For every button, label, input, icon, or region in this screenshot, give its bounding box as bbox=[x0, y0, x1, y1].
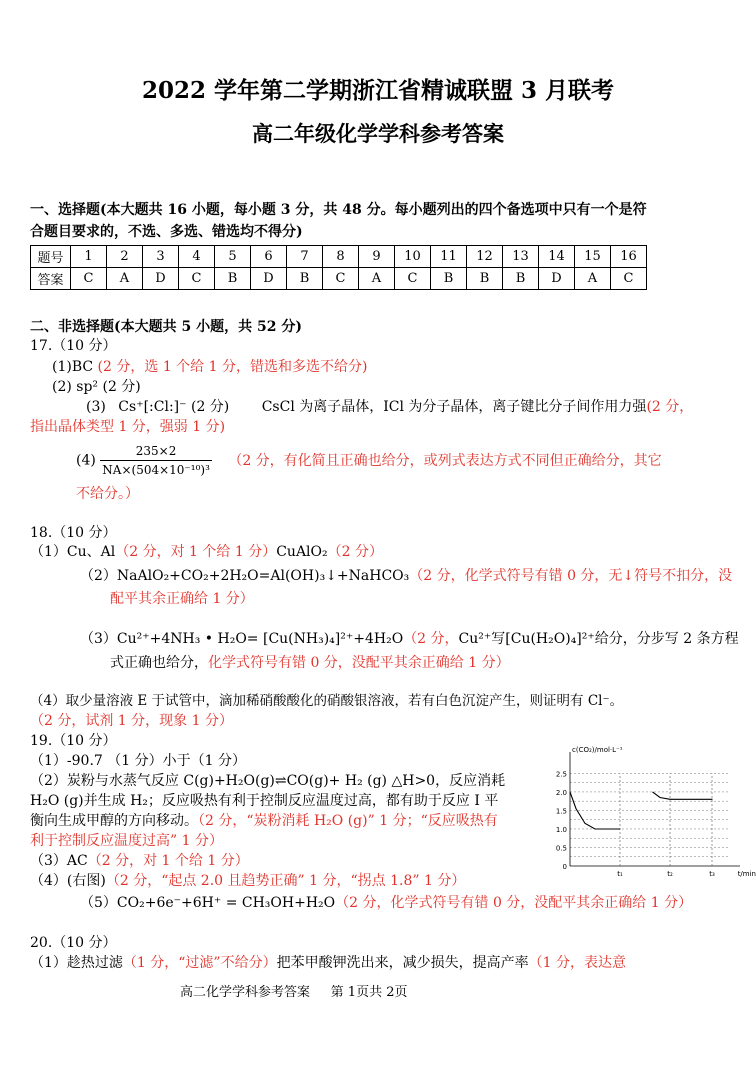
co2-concentration-chart bbox=[546, 744, 756, 884]
question-number-cell: 9 bbox=[359, 246, 395, 268]
question-number-cell: 4 bbox=[179, 246, 215, 268]
answer-cell: B bbox=[287, 268, 323, 290]
answer-cell: D bbox=[539, 268, 575, 290]
q17-answer-3-note: 指出晶体类型 1 分，强弱 1 分) bbox=[30, 419, 226, 435]
answer-cell: C bbox=[179, 268, 215, 290]
q18-answer-1: （1）Cu、Al（2 分，对 1 个给 1 分）CuAlO₂（2 分） bbox=[30, 544, 383, 560]
y-tick-label: 0.5 bbox=[555, 844, 567, 853]
answer-cell: B bbox=[431, 268, 467, 290]
y-tick-label: 1.0 bbox=[555, 825, 567, 834]
x-tick-label: t₃ bbox=[709, 870, 715, 878]
question-number-cell: 6 bbox=[251, 246, 287, 268]
x-axis-label: t/min bbox=[737, 870, 756, 878]
y-tick-label: 2.5 bbox=[555, 770, 567, 779]
q20-answer-1: （1）趁热过滤（1 分，“过滤”不给分）把苯甲酸钾洗出来，减少损失，提高产率（1 分，表达意 bbox=[30, 955, 626, 971]
answer-cell: C bbox=[395, 268, 431, 290]
answer-cell: C bbox=[323, 268, 359, 290]
question-number-cell: 7 bbox=[287, 246, 323, 268]
question-number-cell: 16 bbox=[611, 246, 647, 268]
q19-answer-5: （5）CO₂+6e⁻+6H⁺ = CH₃OH+H₂O（2 分，化学式符号有错 0 分，没配平其余正确给 1 分） bbox=[80, 895, 693, 911]
y-axis-label: c(CO₂)/mol·L⁻¹ bbox=[572, 746, 623, 754]
answer-cell: B bbox=[467, 268, 503, 290]
question-number-cell: 8 bbox=[323, 246, 359, 268]
q17-answer-1: (1)BC (2 分，选 1 个给 1 分，错选和多选不给分) bbox=[52, 359, 368, 375]
question-number-cell: 15 bbox=[575, 246, 611, 268]
q19-answer-4: （4）(右图)（2 分，“起点 2.0 且趋势正确” 1 分，“拐点 1.8” 1 分） bbox=[30, 873, 466, 889]
row-label-number: 题号 bbox=[31, 246, 71, 268]
part1-heading-1: 一、选择题(本大题共 16 小题，每小题 3 分，共 48 分。每小题列出的四个备选项中只有一个是符 bbox=[30, 202, 647, 218]
q19-answer-2-l2: H₂O (g)并生成 H₂；反应吸热有利于控制反应温度过高，都有助于反应 I 平 bbox=[30, 793, 499, 809]
answer-cell: A bbox=[107, 268, 143, 290]
answer-cell: B bbox=[503, 268, 539, 290]
q17-answer-4-note: 不给分。） bbox=[76, 486, 139, 502]
q17-answer-4: (4) $\frac{235\times 2}{\text{NA×(504×10⁻¹⁰)³}}$ （2 分，有化简且正确也给分，或列式表达方式不同但正确给分，其它 bbox=[76, 444, 662, 477]
y-tick-label: 2.0 bbox=[555, 788, 567, 797]
answer-cell: A bbox=[575, 268, 611, 290]
part2-heading: 二、非选择题(本大题共 5 小题，共 52 分) bbox=[30, 319, 302, 335]
q18-answer-4: （4）取少量溶液 E 于试管中，滴加稀硝酸酸化的硝酸银溶液，若有白色沉淀产生，则证明有 Cl⁻。 bbox=[30, 693, 624, 709]
part1-heading-2: 合题目要求的，不选、多选、错选均不得分) bbox=[30, 224, 303, 240]
page-footer: 高二化学学科参考答案 第 1页共 2页 bbox=[180, 985, 408, 1000]
q19-answer-2-l1: （2）炭粉与水蒸气反应 C(g)+H₂O(g)⇌CO(g)+ H₂ (g) △H>0，反应消耗 bbox=[30, 773, 506, 789]
y-tick-label: 1.5 bbox=[555, 807, 567, 816]
answer-cell: B bbox=[215, 268, 251, 290]
question-number-cell: 1 bbox=[71, 246, 107, 268]
q18-answer-3-cont: 式正确也给分，化学式符号有错 0 分，没配平其余正确给 1 分） bbox=[110, 655, 510, 671]
table-row bbox=[31, 268, 647, 290]
density-fraction: $\frac{235\times 2}{\text{NA×(504×10⁻¹⁰)³}}$ bbox=[102, 444, 210, 477]
series-line-2 bbox=[653, 792, 713, 799]
answer-table bbox=[30, 245, 647, 290]
q18-title: 18.（10 分） bbox=[30, 525, 117, 541]
question-number-cell: 2 bbox=[107, 246, 143, 268]
page-title: 2022 学年第二学期浙江省精诚联盟 3 月联考 bbox=[141, 77, 615, 104]
q18-answer-2: （2）NaAlO₂+CO₂+2H₂O=Al(OH)₃↓+NaHCO₃（2 分，化学式符号有错 0 分，无↓符号不扣分，没 bbox=[80, 568, 733, 584]
answer-cell: D bbox=[143, 268, 179, 290]
question-number-cell: 5 bbox=[215, 246, 251, 268]
answer-cell: C bbox=[71, 268, 107, 290]
q19-answer-2-l3: 衡向生成甲醇的方向移动。（2 分，“炭粉消耗 H₂O (g)” 1 分；“反应吸热有 bbox=[30, 813, 498, 829]
q19-title: 19.（10 分） bbox=[30, 733, 117, 749]
table-row bbox=[31, 246, 647, 268]
y-tick-label: 0 bbox=[562, 863, 567, 871]
answer-cell: D bbox=[251, 268, 287, 290]
q19-answer-1: （1）-90.7 （1 分）小于（1 分） bbox=[30, 753, 246, 769]
q18-answer-4-note: （2 分，试剂 1 分，现象 1 分） bbox=[30, 713, 233, 729]
row-label-answer: 答案 bbox=[31, 268, 71, 290]
question-number-cell: 12 bbox=[467, 246, 503, 268]
x-tick-label: t₁ bbox=[617, 870, 623, 878]
question-number-cell: 14 bbox=[539, 246, 575, 268]
answer-cell: A bbox=[359, 268, 395, 290]
q18-answer-2-note: 配平其余正确给 1 分） bbox=[110, 591, 254, 607]
question-number-cell: 11 bbox=[431, 246, 467, 268]
answer-cell: C bbox=[611, 268, 647, 290]
q20-title: 20.（10 分） bbox=[30, 935, 117, 951]
page-subtitle: 高二年级化学学科参考答案 bbox=[252, 121, 504, 146]
question-number-cell: 3 bbox=[143, 246, 179, 268]
q17-title: 17.（10 分） bbox=[30, 338, 117, 354]
q17-answer-2: (2) sp² (2 分) bbox=[52, 379, 141, 395]
q19-answer-3: （3）AC（2 分，对 1 个给 1 分） bbox=[30, 853, 249, 869]
question-number-cell: 13 bbox=[503, 246, 539, 268]
question-number-cell: 10 bbox=[395, 246, 431, 268]
q18-answer-3: （3）Cu²⁺+4NH₃ • H₂O= [Cu(NH₃)₄]²⁺+4H₂O（2 分，Cu²⁺写[Cu(H₂O)₄]²⁺给分，分步写 2 条方程 bbox=[80, 631, 739, 647]
x-tick-label: t₂ bbox=[667, 870, 673, 878]
electron-formula: Cs⁺[:Cl:]⁻ bbox=[118, 399, 187, 415]
q17-answer-3: (3) Cs⁺[:Cl:]⁻ (2 分) CsCl 为离子晶体，ICl 为分子晶体，离子键比分子间作用力强(2 分， bbox=[86, 399, 694, 415]
q19-answer-2-note: 利于控制反应温度过高” 1 分） bbox=[30, 833, 223, 849]
